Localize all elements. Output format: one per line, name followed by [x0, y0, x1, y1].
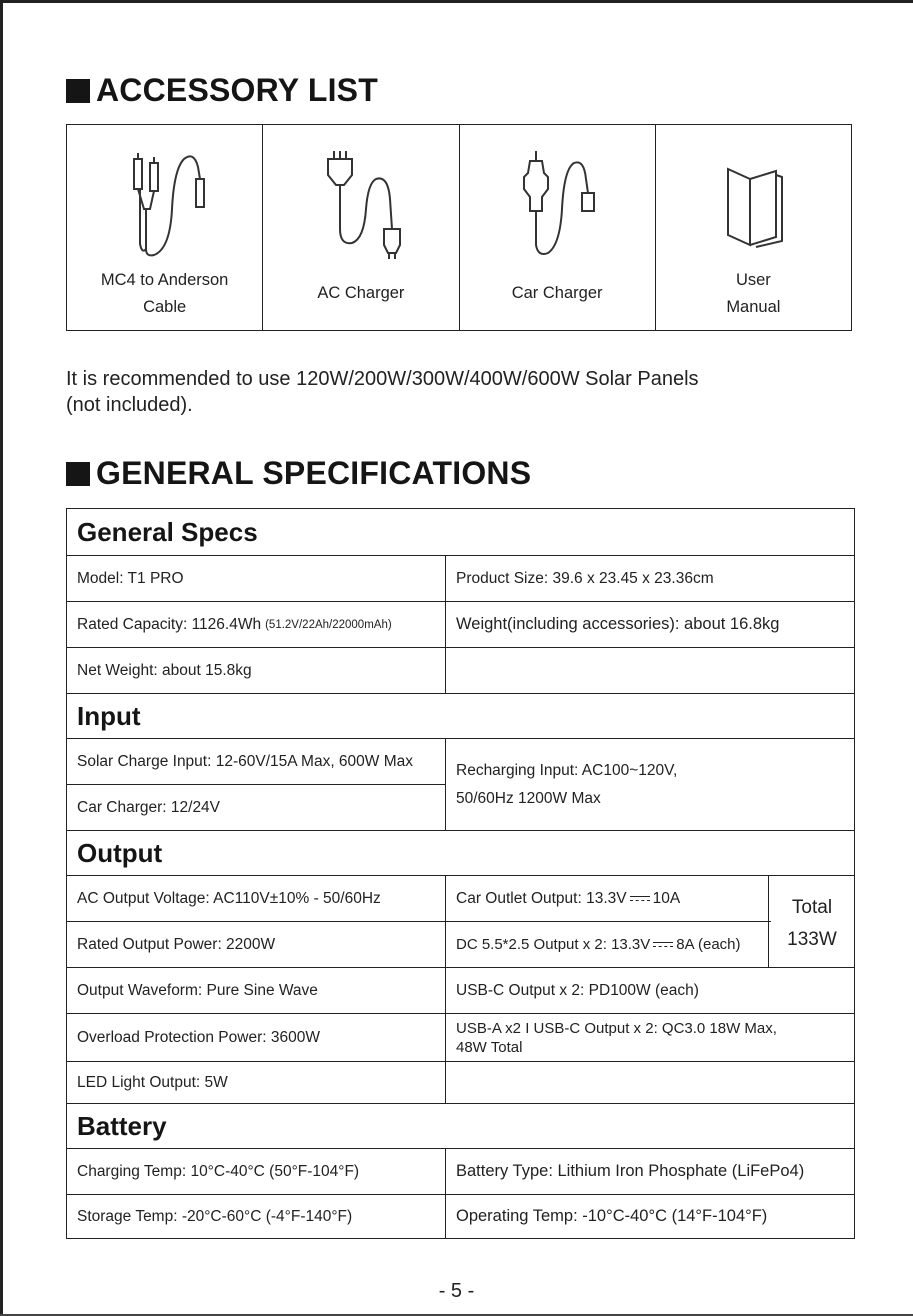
- label-line1: MC4 to Anderson: [100, 271, 229, 289]
- accessory-item-car-charger: [460, 125, 656, 330]
- table-row: [67, 601, 854, 647]
- square-bullet-icon: [66, 79, 90, 103]
- section-header-row: [67, 693, 854, 738]
- spec-usb-a-output: [446, 1014, 854, 1061]
- section-header-general: General Specs: [77, 516, 258, 547]
- accessory-label: [263, 280, 458, 307]
- note-line1: It is recommended to use 120W/200W/300W/400W/600W Solar Panels: [66, 368, 699, 390]
- table-row: [67, 921, 854, 967]
- accessory-label: [460, 280, 655, 307]
- accessory-label: [67, 267, 262, 321]
- spec-charging-temp: Charging Temp: 10°C-40°C (50°F-104°F): [67, 1149, 446, 1194]
- car-outlet-current: 10A: [652, 889, 681, 907]
- spec-net-weight: Net Weight: about 15.8kg: [67, 648, 446, 693]
- table-row: [67, 1013, 854, 1061]
- accessory-label: [656, 267, 851, 321]
- rated-capacity-detail: (51.2V/22Ah/22000mAh): [265, 618, 392, 631]
- spec-ac-output-voltage: AC Output Voltage: AC110V±10% - 50/60Hz: [67, 876, 446, 921]
- spec-rated-output-power: Rated Output Power: 2200W: [67, 922, 446, 967]
- general-specifications-heading: [66, 455, 531, 492]
- label-line1: AC Charger: [317, 284, 405, 302]
- section-header-row: [67, 1103, 854, 1148]
- accessory-item-ac-charger: [263, 125, 459, 330]
- spec-led-light-output: LED Light Output: 5W: [67, 1062, 446, 1103]
- spec-battery-type: Battery Type: Lithium Iron Phosphate (LiFePo4): [456, 1162, 805, 1180]
- square-bullet-icon: [66, 462, 90, 486]
- usb-a-line1: USB-A x2 I USB-C Output x 2: QC3.0 18W Max,: [456, 1019, 777, 1037]
- page-number: - 5 -: [438, 1280, 475, 1302]
- dc-output-value: DC 5.5*2.5 Output x 2: 13.3V: [456, 936, 651, 953]
- total-watts: 133W: [787, 929, 837, 950]
- accessory-item-user-manual: [656, 125, 851, 330]
- ac-charger-cable-icon: [316, 149, 406, 259]
- spec-weight-including-accessories: Weight(including accessories): about 16.8kg: [456, 615, 780, 633]
- user-manual-booklet-icon: [708, 149, 798, 259]
- spec-overload-protection: Overload Protection Power: 3600W: [67, 1014, 446, 1061]
- spec-car-outlet-output: [446, 876, 769, 921]
- table-row: [67, 1061, 854, 1103]
- table-row: [67, 555, 854, 601]
- accessory-list-heading: [66, 72, 378, 109]
- recharging-line2: 50/60Hz 1200W Max: [456, 790, 601, 807]
- label-line1: User: [735, 271, 771, 289]
- spec-output-waveform: Output Waveform: Pure Sine Wave: [67, 968, 446, 1013]
- car-outlet-value: Car Outlet Output: 13.3V: [456, 889, 627, 907]
- section-header-battery: Battery: [77, 1111, 167, 1141]
- label-line2: Cable: [143, 298, 187, 316]
- accessory-item-mc4-cable: [67, 125, 263, 330]
- spec-model: Model: T1 PRO: [67, 556, 446, 601]
- label-line1: Car Charger: [511, 284, 603, 302]
- dc-symbol-icon: [653, 941, 673, 949]
- section-header-input: Input: [77, 701, 141, 731]
- accessory-grid: [66, 124, 852, 331]
- page-border-top: [0, 0, 913, 3]
- spec-solar-charge-input: Solar Charge Input: 12-60V/15A Max, 600W Max: [67, 739, 446, 784]
- spec-car-charger-input: Car Charger: 12/24V: [67, 785, 446, 830]
- spec-dc-output: [446, 922, 769, 967]
- dc-symbol-icon: [630, 895, 650, 903]
- usb-a-line2: 48W Total: [456, 1038, 523, 1056]
- empty-cell: [446, 1062, 854, 1103]
- spec-storage-temp: Storage Temp: -20°C-60°C (-4°F-140°F): [67, 1195, 446, 1238]
- spec-usb-c-output: USB-C Output x 2: PD100W (each): [456, 981, 699, 999]
- empty-cell: [446, 648, 854, 693]
- table-row: [67, 967, 854, 1013]
- dc-output-current: 8A (each): [676, 936, 741, 953]
- total-output-value: [770, 892, 854, 956]
- spec-product-size: Product Size: 39.6 x 23.45 x 23.36cm: [456, 569, 714, 587]
- section-header-row: [67, 830, 854, 875]
- page-border-left: [0, 0, 3, 1316]
- table-row: [67, 1148, 854, 1194]
- table-row: [67, 875, 854, 921]
- note-line2: (not included).: [66, 394, 193, 416]
- section-header-output: Output: [77, 838, 163, 868]
- label-line2: Manual: [726, 298, 781, 316]
- recharging-line1: Recharging Input: AC100~120V,: [456, 762, 678, 779]
- table-row: [67, 647, 854, 693]
- accessory-list-title: ACCESSORY LIST: [96, 72, 378, 108]
- spec-rated-capacity: [67, 602, 446, 647]
- solar-panel-note: [66, 366, 699, 418]
- spec-table: [66, 508, 855, 1239]
- rated-capacity-value: Rated Capacity: 1126.4Wh: [77, 615, 262, 633]
- car-charger-cable-icon: [512, 149, 602, 259]
- mc4-anderson-cable-icon: [120, 149, 210, 259]
- table-row: [67, 1194, 854, 1238]
- total-label: Total: [791, 897, 833, 918]
- spec-recharging-input: [446, 740, 854, 830]
- general-specifications-title: GENERAL SPECIFICATIONS: [96, 455, 532, 491]
- spec-operating-temp: Operating Temp: -10°C-40°C (14°F-104°F): [456, 1207, 768, 1225]
